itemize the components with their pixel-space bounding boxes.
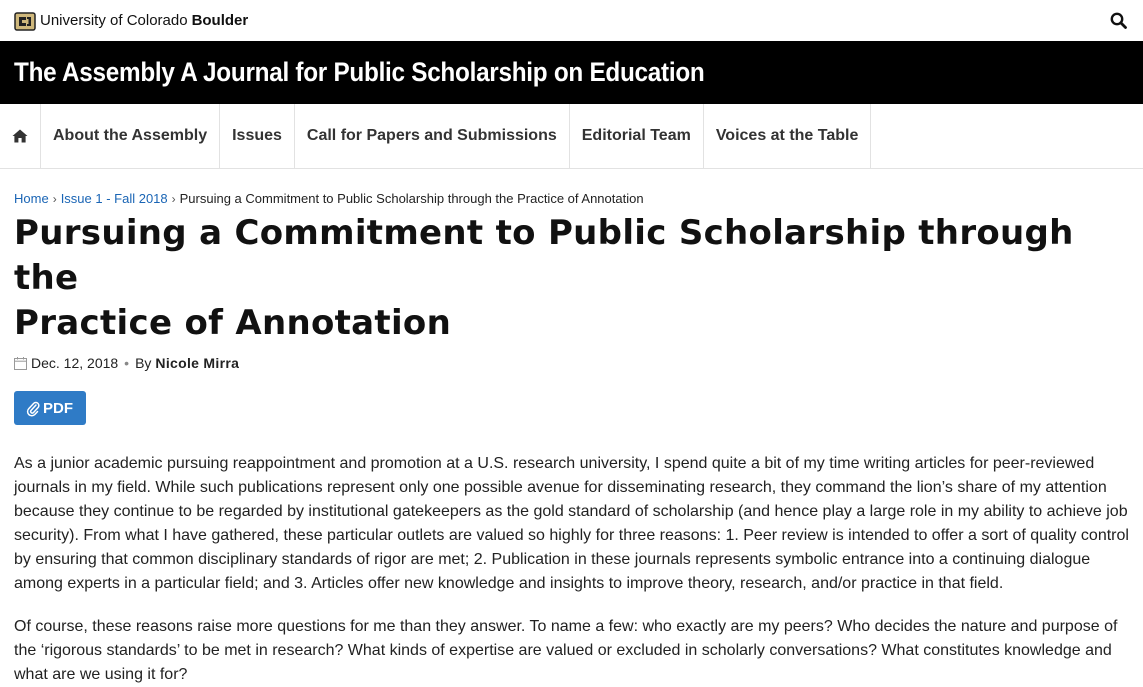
breadcrumb-issue[interactable]: Issue 1 - Fall 2018 bbox=[60, 191, 168, 206]
university-brand-link[interactable] bbox=[14, 10, 248, 32]
nav-home[interactable] bbox=[0, 104, 41, 168]
home-icon bbox=[12, 129, 28, 143]
calendar-icon bbox=[14, 357, 27, 370]
paperclip-icon bbox=[27, 401, 39, 416]
breadcrumb bbox=[14, 191, 1129, 206]
university-bar bbox=[0, 0, 1143, 41]
article-paragraph: Of course, these reasons raise more questions for me than they answer. To name a few: who exactly are my peers? Who decides the nature and purpose of the ‘rigorous standards’ to be met in research? What kinds of expertise are valued or excluded in scholarly conversations? What constitutes knowledge and what are we using it for? bbox=[14, 618, 1118, 683]
nav-issues[interactable]: Issues bbox=[220, 104, 295, 168]
cu-logo-icon bbox=[14, 10, 36, 32]
search-button[interactable] bbox=[1107, 10, 1129, 32]
university-campus: Boulder bbox=[191, 12, 249, 29]
pdf-label: PDF bbox=[43, 399, 73, 417]
by-label: By bbox=[135, 355, 152, 371]
article-body bbox=[14, 452, 1129, 687]
search-icon bbox=[1110, 12, 1127, 29]
journal-title[interactable]: The Assembly A Journal for Public Scholarship on Education bbox=[14, 57, 705, 87]
main-nav bbox=[0, 104, 1143, 169]
article-paragraph: As a junior academic pursuing reappointment and promotion at a U.S. research university, I spend quite a bit of my time writing articles for peer-reviewed journals in my field. While such publications represent only one possible avenue for disseminating research, they command the lion’s share of my attention because they continue to be regarded by institutional gatekeepers as the gold standard of scholarship (and hence play a large role in my ability to achieve job security). From what I have gathered, these particular outlets are valued so highly for three reasons: 1. Peer review is intended to offer a sort of quality control by ensuring that common disciplinary standards of rigor are met; 2. Publication in these journals represents symbolic entrance into a continuing dialogue among experts in a particular field; and 3. Articles offer new knowledge and insights to improve theory, research, and/or practice in that field. bbox=[14, 455, 1129, 592]
nav-voices[interactable]: Voices at the Table bbox=[704, 104, 872, 168]
page-title bbox=[14, 211, 1129, 346]
journal-masthead bbox=[0, 41, 1143, 104]
nav-about[interactable]: About the Assembly bbox=[41, 104, 220, 168]
breadcrumb-separator-icon: › bbox=[171, 191, 176, 206]
article-meta bbox=[14, 355, 1129, 371]
university-name: University of Colorado bbox=[40, 12, 188, 29]
page-title-line-2: Practice of Annotation bbox=[14, 303, 452, 343]
nav-call-for-papers[interactable]: Call for Papers and Submissions bbox=[295, 104, 570, 168]
breadcrumb-separator-icon: › bbox=[52, 191, 57, 206]
pdf-download-button[interactable] bbox=[14, 391, 86, 425]
author-name: Nicole Mirra bbox=[155, 355, 240, 371]
nav-editorial-team[interactable]: Editorial Team bbox=[570, 104, 704, 168]
page-title-line-1: Pursuing a Commitment to Public Scholarship through the bbox=[14, 213, 1074, 298]
meta-separator: • bbox=[124, 355, 130, 371]
publish-date: Dec. 12, 2018 bbox=[31, 355, 119, 371]
article-content bbox=[0, 191, 1143, 687]
breadcrumb-current: Pursuing a Commitment to Public Scholarship through the Practice of Annotation bbox=[179, 191, 644, 206]
breadcrumb-home[interactable]: Home bbox=[14, 191, 49, 206]
